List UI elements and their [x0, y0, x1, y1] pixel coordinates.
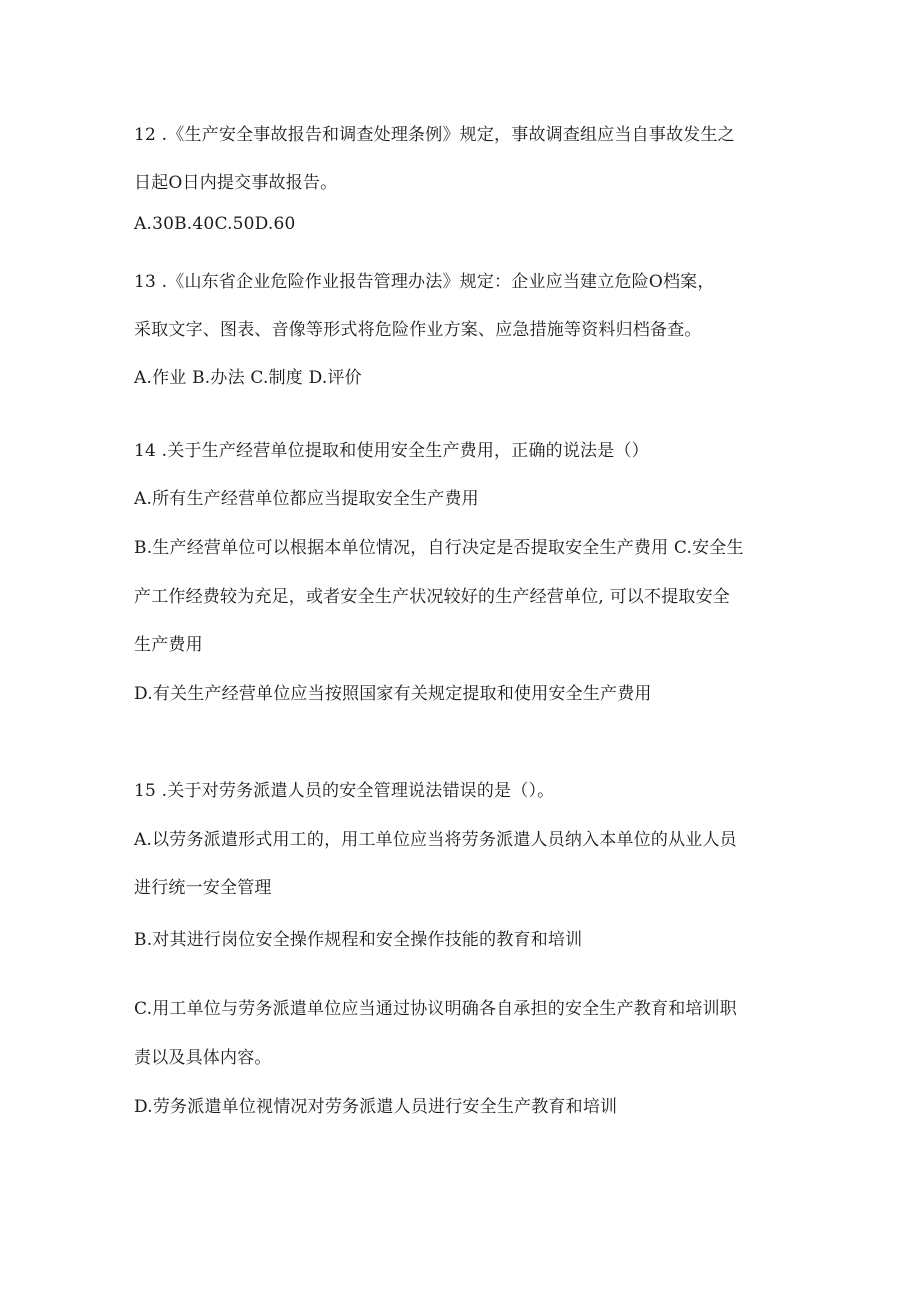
- question-12-options: A.30B.40C.50D.60: [134, 214, 296, 234]
- question-15-option-c-line-1: C.用工单位与劳务派遣单位应当通过协议明确各自承担的安全生产教育和培训职: [134, 999, 738, 1019]
- question-15-stem: 15 .关于对劳务派遣人员的安全管理说法错误的是（）。: [134, 781, 555, 801]
- question-15-option-a-line-1: A.以劳务派遣形式用工的，用工单位应当将劳务派遣人员纳入本单位的从业人员: [134, 830, 737, 850]
- question-15-option-b: B.对其进行岗位安全操作规程和安全操作技能的教育和培训: [134, 930, 583, 950]
- question-15-option-a-line-2: 进行统一安全管理: [134, 878, 272, 898]
- question-15-option-d: D.劳务派遣单位视情况对劳务派遣人员进行安全生产教育和培训: [134, 1097, 618, 1117]
- question-14-stem: 14 .关于生产经营单位提取和使用安全生产费用，正确的说法是（）: [134, 441, 649, 461]
- question-14-option-a: A.所有生产经营单位都应当提取安全生产费用: [134, 489, 479, 509]
- question-15-option-c-line-2: 责以及具体内容。: [134, 1048, 272, 1068]
- question-12-stem-line-2: 日起O日内提交事故报告。: [134, 173, 338, 193]
- question-14-option-d: D.有关生产经营单位应当按照国家有关规定提取和使用安全生产费用: [134, 684, 652, 704]
- question-13-stem-line-1: 13 .《山东省企业危险作业报告管理办法》规定：企业应当建立危险O档案，: [134, 272, 715, 292]
- question-14-option-c-line-2: 生产费用: [134, 635, 203, 655]
- question-12-stem-line-1: 12 .《生产安全事故报告和调查处理条例》规定，事故调查组应当自事故发生之: [134, 125, 735, 145]
- question-14-option-b-line-1: B.生产经营单位可以根据本单位情况，自行决定是否提取安全生产费用 C.安全生: [134, 538, 744, 558]
- question-13-stem-line-2: 采取文字、图表、音像等形式将危险作业方案、应急措施等资料归档备查。: [134, 320, 702, 340]
- question-14-option-c-line-1: 产工作经费较为充足，或者安全生产状况较好的生产经营单位, 可以不提取安全: [134, 587, 731, 607]
- question-13-options: A.作业 B.办法 C.制度 D.评价: [134, 368, 362, 388]
